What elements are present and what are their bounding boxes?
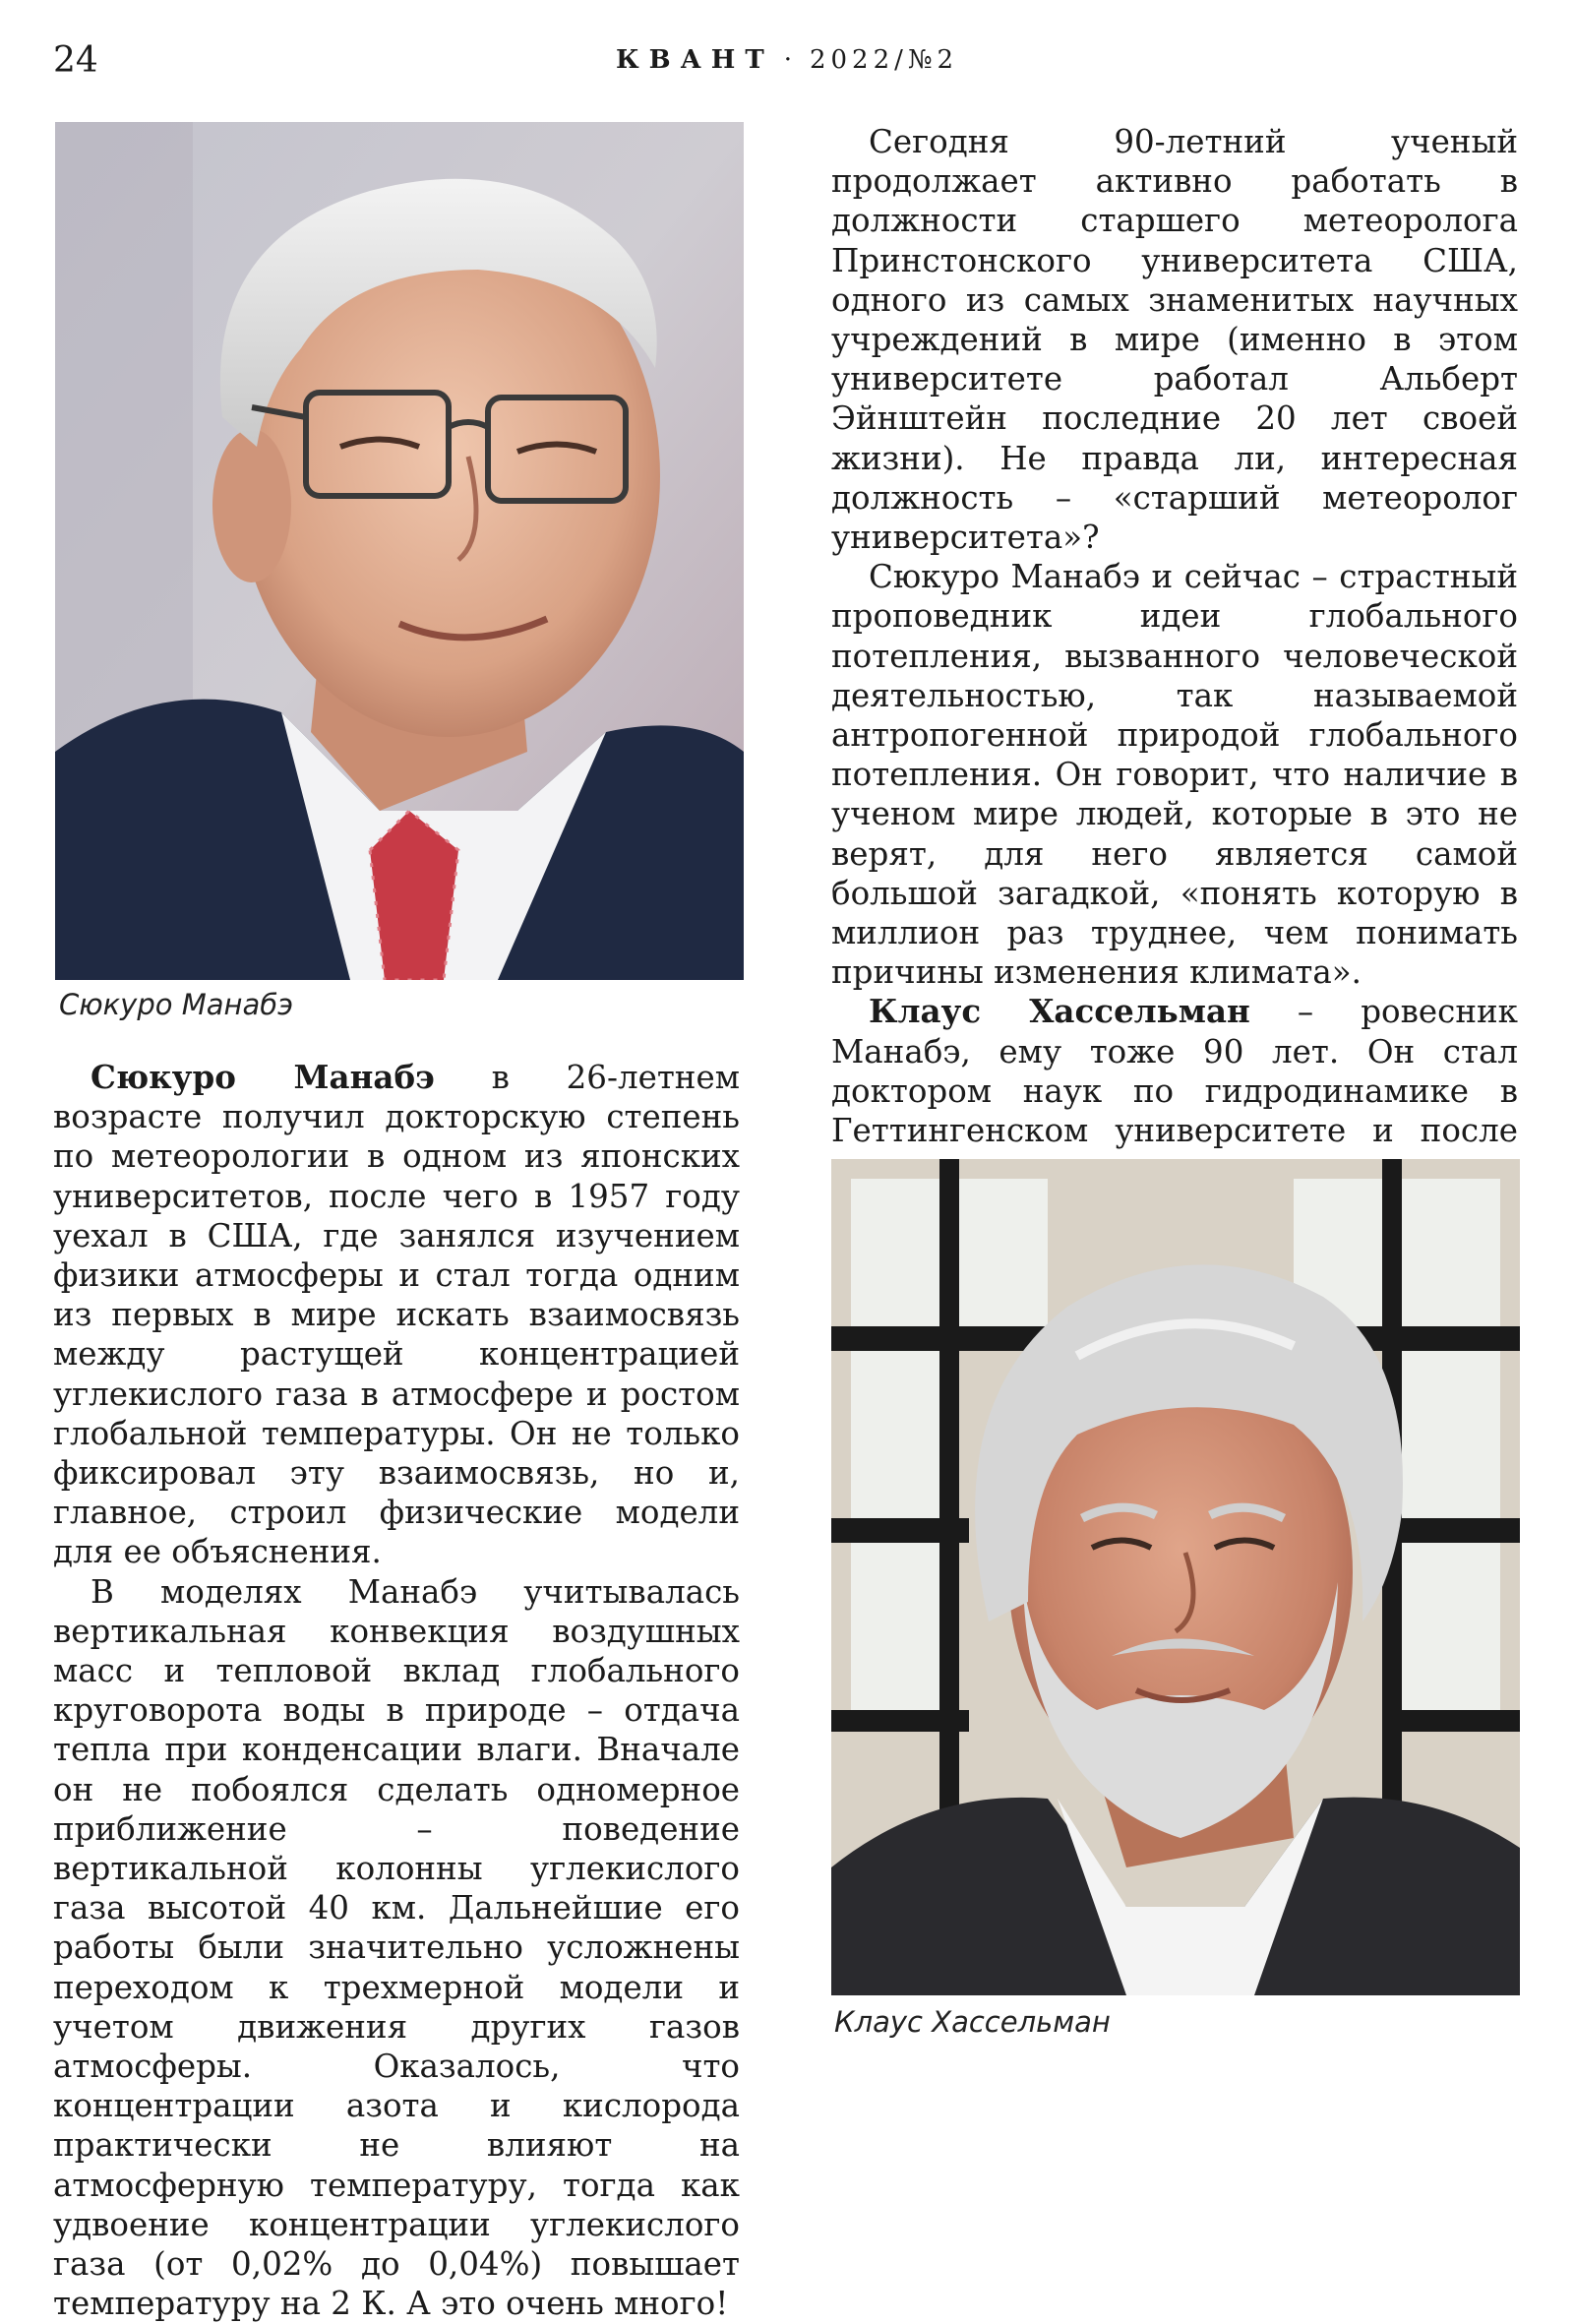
- journal-title: КВАНТ: [615, 45, 774, 75]
- page-number: 24: [53, 40, 98, 81]
- name-hasselmann: Клаус Хассельман: [869, 992, 1250, 1031]
- left-column-text: [53, 1058, 740, 2324]
- hasselmann-photo: [831, 1159, 1520, 1995]
- right-column-text: [831, 122, 1518, 1309]
- manabe-caption: Сюкуро Манабэ: [59, 988, 294, 1021]
- manabe-photo: [55, 122, 744, 980]
- hasselmann-caption: Клаус Хассельман: [834, 2005, 1111, 2039]
- issue-number: 2022/№2: [809, 45, 959, 75]
- name-manabe: Сюкуро Манабэ: [91, 1058, 435, 1096]
- paragraph: [53, 1058, 740, 1572]
- paragraph: В моделях Манабэ учитывалась вертикальная конвекция воздушных масс и тепловой вклад глобального круговорота воды в природе – отдача тепла при конденсации влаги. Вначале он не побоялся сделать одномерное приближение – поведение вертикальной колонны углекислого газа высотой 40 км. Дальнейшие его работы были значительно усложнены переходом к трехмерной модели и учетом движения других газов атмосферы. Оказалось, что концентрации азота и кислорода практически не влияют на атмосферную температуру, тогда как удвоение концентрации углекислого газа (от 0,02% до 0,04%) повышает температуру на 2 К. А это очень много!: [53, 1572, 740, 2323]
- paragraph-text: – ровесник Манабэ, ему тоже 90 лет. Он стал доктором наук по гидродинамике в Геттингенском университете и после: [831, 993, 1518, 1150]
- paragraph: Сюкуро Манабэ и сейчас – страстный проповедник идеи глобального потепления, вызванного человеческой деятельностью, так называемой антропогенной природой глобального потепления. Он говорит, что наличие в ученом мире людей, которые в это не верят, для него является самой большой загадкой, «понять которую в миллион раз труднее, чем понимать причины изменения климата».: [831, 558, 1518, 992]
- header-separator: ·: [783, 45, 800, 75]
- paragraph: Сегодня 90-летний ученый продолжает активно работать в должности старшего метеоролога Принстонского университета США, одного из самых знаменитых научных учреждений в мире (именно в этом университете работал Альберт Эйнштейн последние 20 лет своей жизни). Не правда ли, интересная должность – «старший метеоролог университета»?: [831, 123, 1518, 557]
- running-head: [0, 47, 1574, 73]
- paragraph-text: в 26-летнем возрасте получил докторскую степень по метеорологии в одном из японских университетов, после чего в 1957 году уехал в США, где занялся изучением физики атмосферы и стал тогда одним из первых в мире искать взаимосвязь между растущей концентрацией углекислого газа в атмосфере и ростом глобальной температуры. Он не только фиксировал эту взаимосвязь, но и, главное, строил физические модели для ее объяснения.: [53, 1059, 740, 1571]
